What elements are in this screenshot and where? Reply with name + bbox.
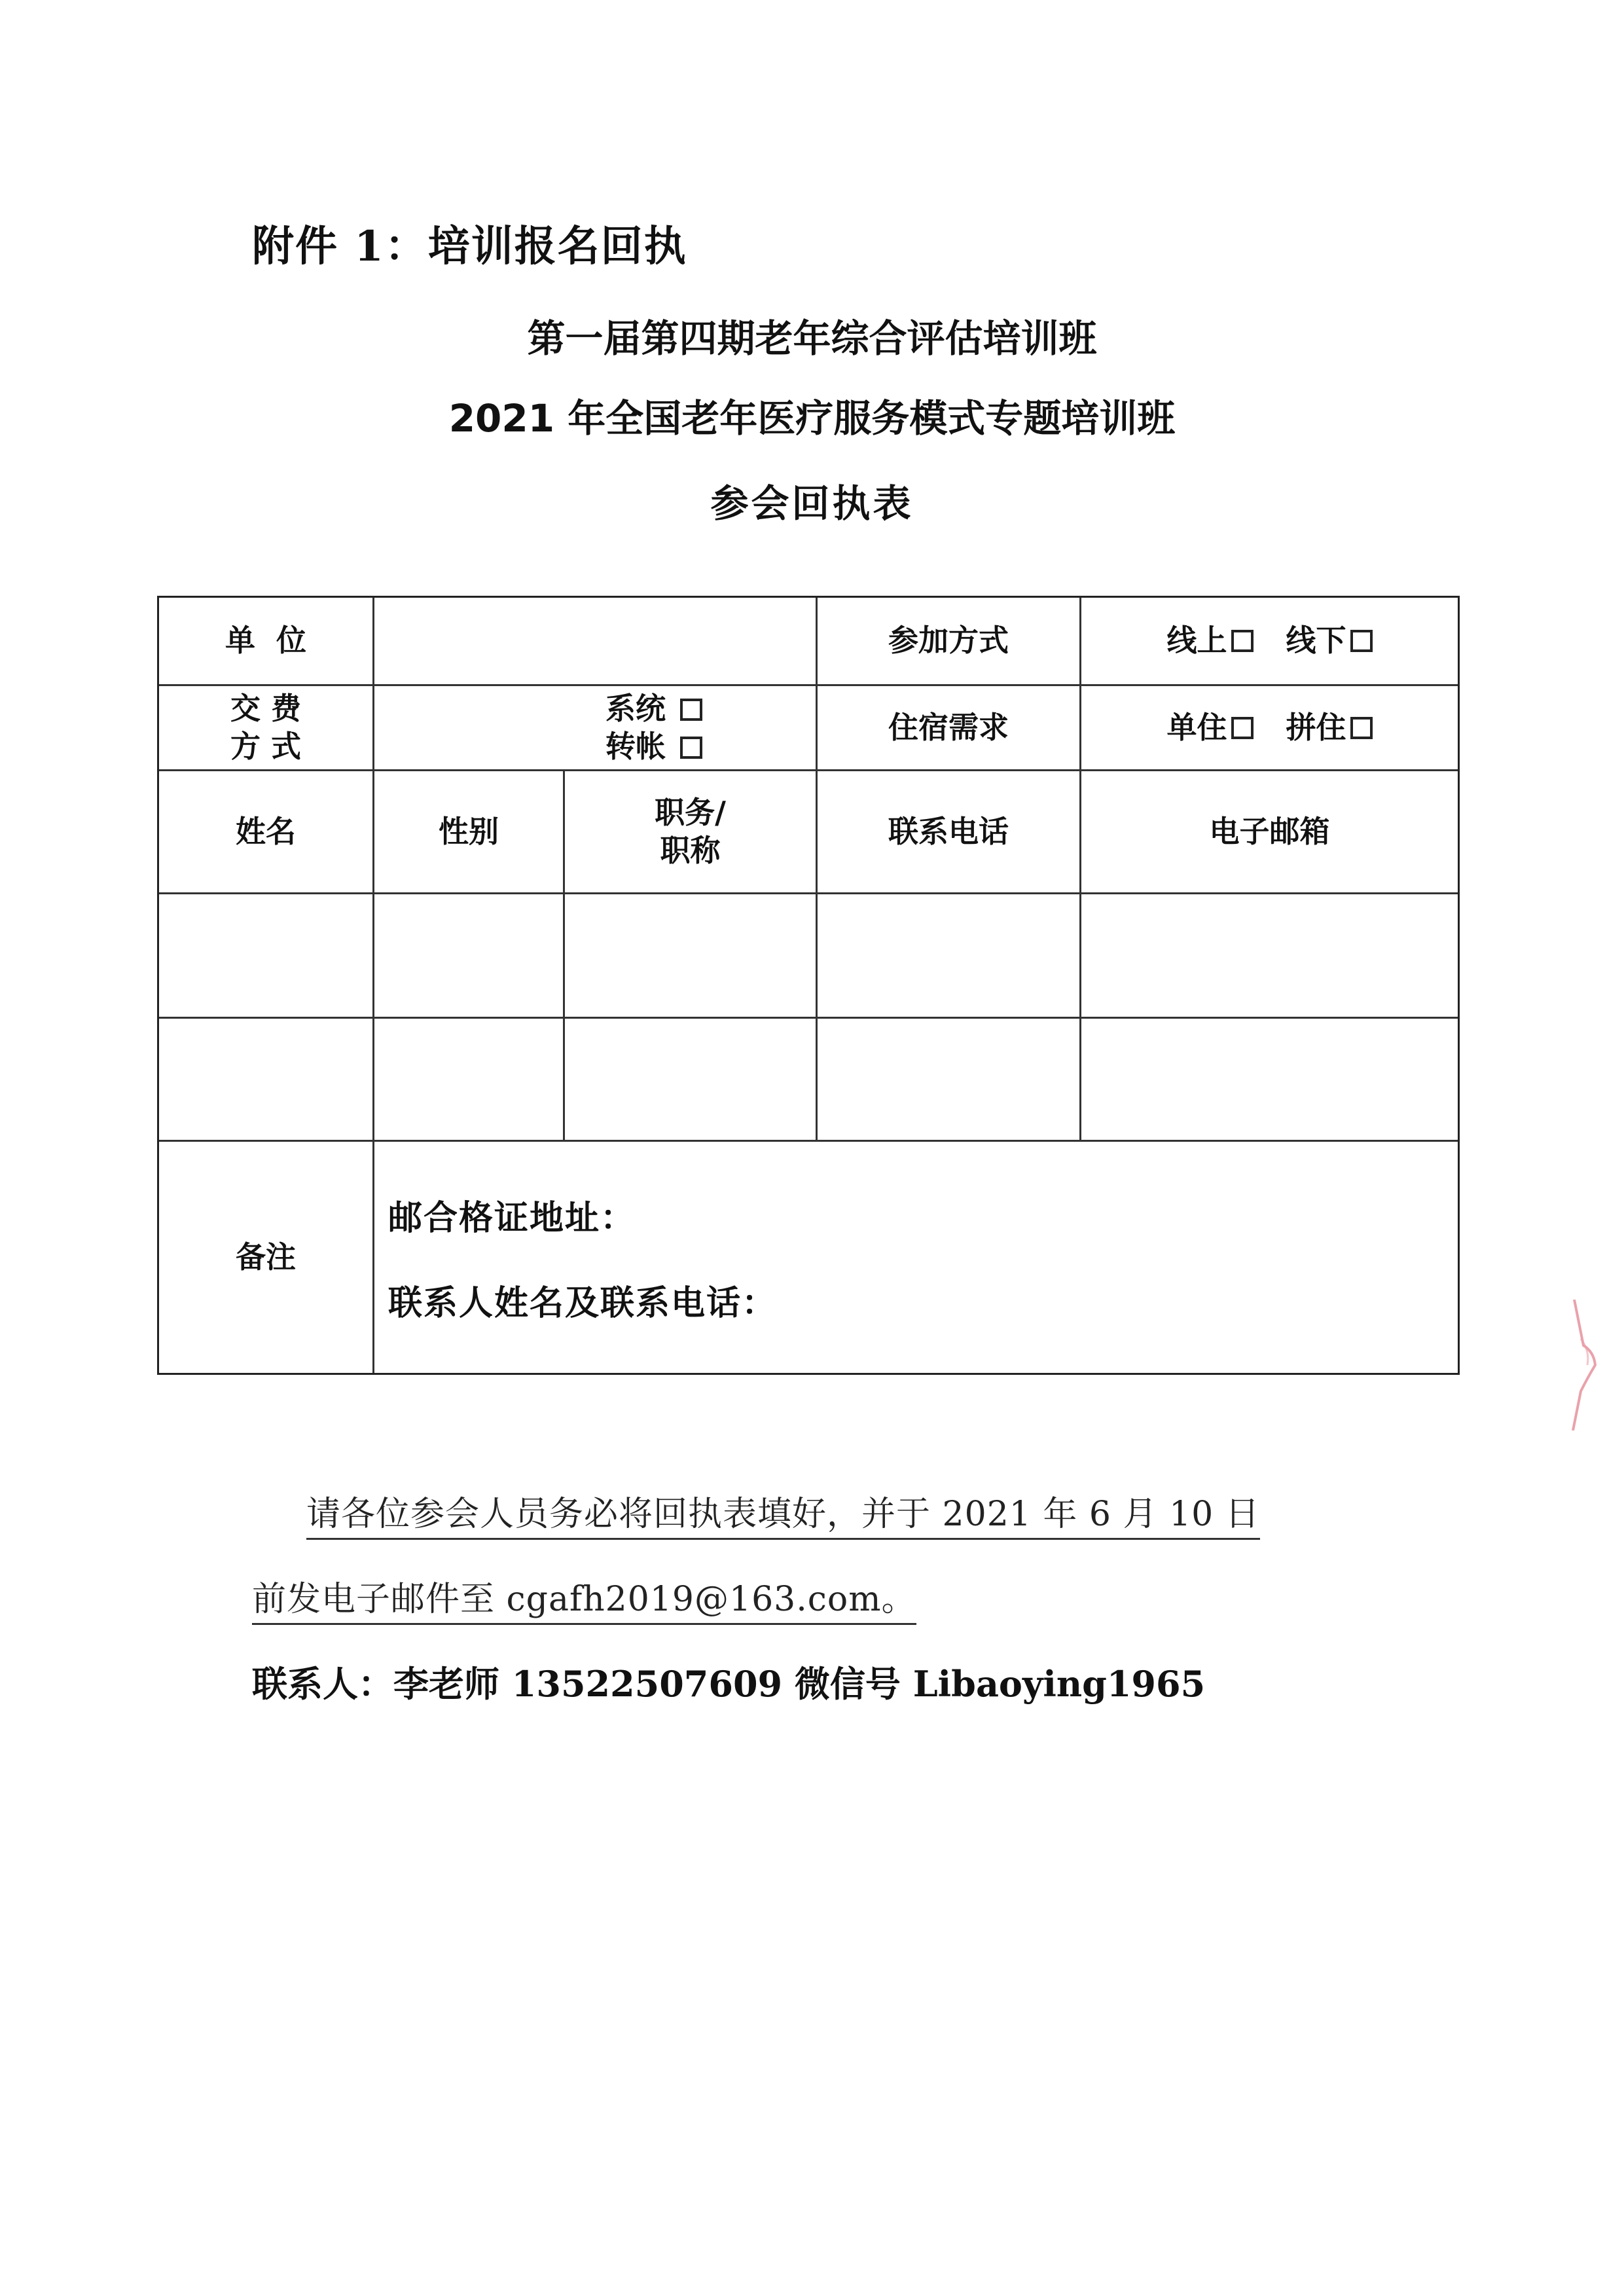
lodging-label: 住宿需求: [888, 709, 1009, 745]
remarks-contact-line: 联系人姓名及联系电话：: [388, 1283, 778, 1323]
entry-phone-cell[interactable]: [818, 894, 1079, 1017]
single-room-checkbox[interactable]: [1231, 717, 1254, 739]
offline-checkbox[interactable]: [1350, 630, 1373, 652]
column-header-gender: 性别: [439, 813, 499, 849]
participation-label: 参加方式: [888, 623, 1009, 659]
page-title-line2: 2021 年全国老年医疗服务模式专题培训班: [448, 396, 1176, 441]
system-payment-checkbox[interactable]: [680, 699, 702, 721]
column-header-position: 职务/ 职称: [655, 795, 726, 868]
shared-room-label: 拼住: [1286, 709, 1346, 745]
attachment-heading: 附件 1：培训报名回执: [252, 222, 687, 271]
online-checkbox[interactable]: [1231, 630, 1254, 652]
entry-phone-cell[interactable]: [818, 1019, 1079, 1140]
single-room-label: 单住: [1166, 709, 1227, 745]
page-title-line3: 参会回执表: [710, 481, 914, 526]
page-title-line1: 第一届第四期老年综合评估培训班: [527, 316, 1097, 361]
column-header-email: 电子邮箱: [1209, 813, 1330, 849]
contact-info: 联系人：李老师 13522507609 微信号 Libaoying1965: [252, 1663, 1206, 1705]
entry-gender-cell[interactable]: [374, 1019, 563, 1140]
red-stamp-edge-icon: [1561, 1300, 1607, 1430]
payment-option-system-label: 系统: [605, 691, 666, 726]
entry-email-cell[interactable]: [1081, 894, 1458, 1017]
submission-notice-line2: 前发电子邮件至 cgafh2019@163.com。: [252, 1571, 916, 1625]
entry-name-cell[interactable]: [159, 894, 372, 1017]
payment-option-transfer-label: 转帐: [605, 728, 666, 764]
registration-form-table: [157, 596, 1460, 1375]
shared-room-checkbox[interactable]: [1350, 717, 1373, 739]
entry-position-cell[interactable]: [565, 1019, 816, 1140]
participation-options: [1081, 598, 1458, 684]
remarks-label: 备注: [236, 1239, 296, 1275]
unit-label: 单 位: [225, 623, 307, 659]
unit-field[interactable]: [374, 598, 816, 684]
transfer-payment-checkbox[interactable]: [680, 737, 702, 759]
payment-method-label: 交 费 方 式: [230, 691, 301, 764]
offline-option-label: 线下: [1286, 623, 1346, 659]
entry-email-cell[interactable]: [1081, 1019, 1458, 1140]
submission-notice-line1: 请各位参会人员务必将回执表填好，并于 2021 年 6 月 10 日: [306, 1486, 1260, 1540]
online-option-label: 线上: [1166, 623, 1227, 659]
column-header-phone: 联系电话: [888, 813, 1009, 849]
remarks-address-line: 邮合格证地址：: [388, 1198, 636, 1238]
entry-name-cell[interactable]: [159, 1019, 372, 1140]
column-header-name: 姓名: [236, 813, 296, 849]
entry-gender-cell[interactable]: [374, 894, 563, 1017]
payment-options: [374, 686, 816, 769]
lodging-options: [1081, 686, 1458, 769]
entry-position-cell[interactable]: [565, 894, 816, 1017]
